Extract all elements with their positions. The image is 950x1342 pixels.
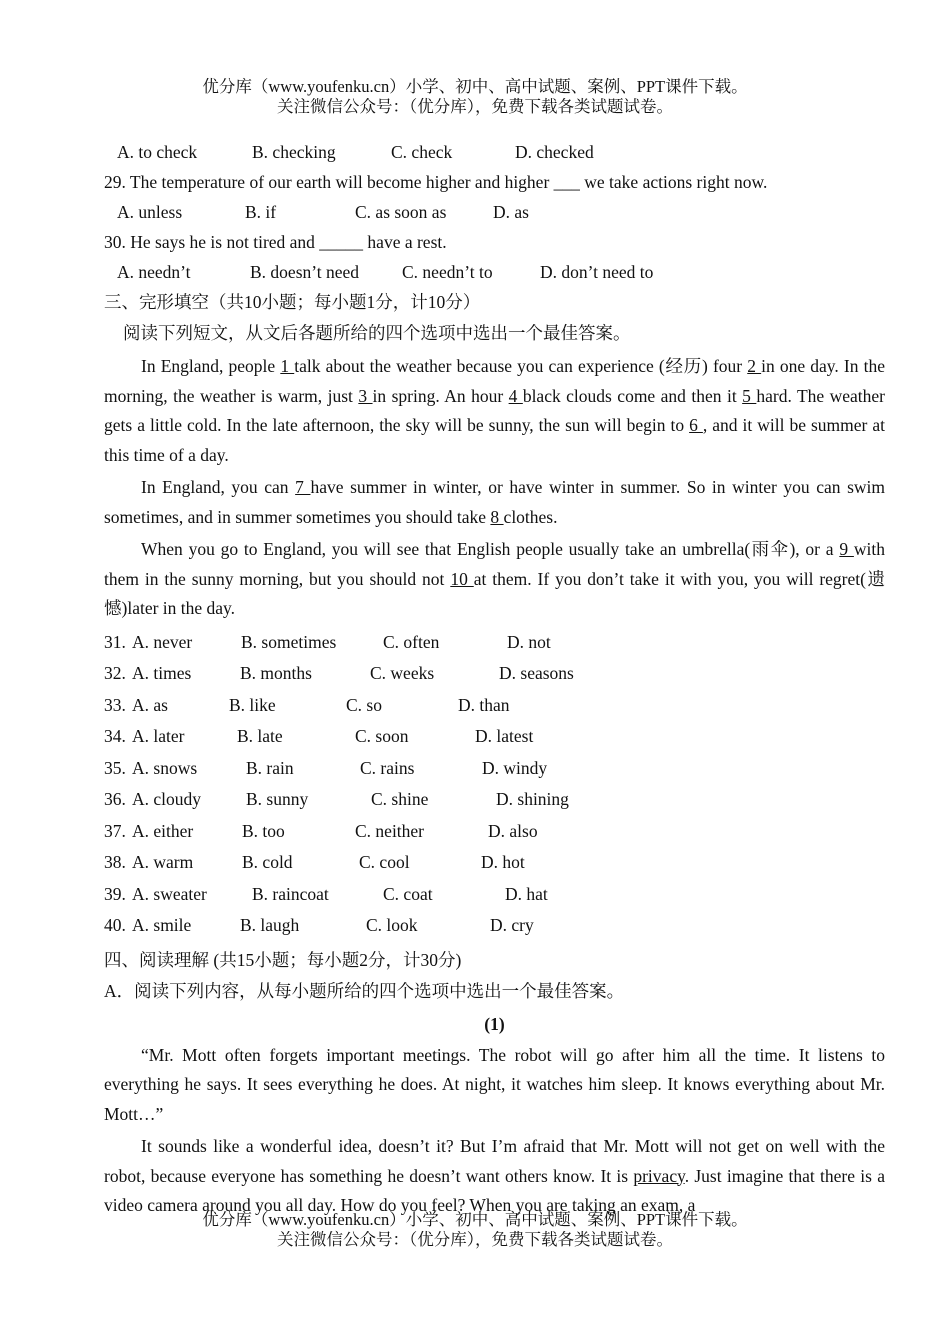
cloze-paragraph-2: In England, you can 7 have summer in winter, or have winter in summer. So in winter you can swim sometimes, and in summer sometimes you should take 8 clothes.: [104, 477, 886, 527]
option: D. seasons: [499, 663, 574, 683]
option: C. soon: [355, 726, 409, 746]
option: D. hat: [505, 883, 548, 904]
blank-2: 2: [747, 356, 762, 376]
cloze-question-39: [104, 879, 885, 911]
q30-stem: 30. He says he is not tired and _____ have a rest.: [104, 232, 447, 252]
blank-6: 6: [689, 415, 703, 435]
option: B. late: [237, 726, 283, 746]
option: A. times: [132, 663, 192, 683]
option: B. laugh: [240, 915, 300, 935]
section-4-title: 四、阅读理解: [104, 949, 209, 970]
option: A. as: [132, 694, 168, 715]
section-3-title: 三、完形填空: [104, 292, 209, 312]
cloze-question-35: [104, 753, 885, 785]
cloze-paragraph-1: In England, people 1 talk about the weather because you can experience (经历) four 2 in one day. In the morning, the weather is warm, just 3 in spring. An hour 4 black clouds come and then it 5 hard. The weather gets a little cold. In the late afternoon, the sky will be sunny, the sun will begin to 6 , and it will be summer at this time of a day.: [104, 356, 886, 465]
option: A. later: [132, 726, 185, 746]
question-number: 31.: [104, 631, 126, 652]
reading-paragraph-1: “Mr. Mott often forgets important meetings. The robot will go after him all the time. It listens to everything he says. It sees everything he does. At night, it watches him sleep. It knows everything about Mr. Mott…”: [104, 1044, 885, 1124]
reading-paragraph-2: It sounds like a wonderful idea, doesn’t it? But I’m afraid that Mr. Mott will not get on well with the robot, because everyone has something he doesn’t want others know. It is privacy. Just imagine that there is a video camera around you all day. How do you feel? When you are taking an exam, a: [104, 1136, 885, 1215]
option: C. often: [383, 631, 440, 652]
option: B. doesn’t need: [250, 262, 360, 282]
option: C. as soon as: [355, 202, 447, 222]
question-number: 36.: [104, 789, 126, 809]
blank-3: 3: [358, 385, 373, 406]
option: D. checked: [515, 142, 594, 162]
option: D. cry: [490, 915, 534, 935]
option: D. as: [493, 202, 529, 222]
option: A. needn’t: [117, 262, 191, 282]
option: D. windy: [482, 757, 548, 778]
option: C. check: [391, 142, 453, 162]
option: C. cool: [359, 852, 410, 872]
option: B. months: [240, 663, 312, 683]
option: D. don’t need to: [540, 262, 654, 282]
cloze-question-34: [104, 721, 885, 753]
page-header: [0, 77, 950, 117]
q28-options: [104, 137, 885, 167]
option: D. also: [488, 820, 538, 841]
question-number: 40.: [104, 915, 126, 935]
cloze-question-33: [104, 690, 885, 722]
passage-label: (1): [484, 1013, 505, 1034]
section-3-score: （共10小题；每小题1分，计10分）: [209, 292, 481, 312]
option: D. not: [507, 631, 551, 652]
cloze-question-31: [104, 627, 885, 659]
question-number: 33.: [104, 694, 126, 715]
option: A. to check: [117, 142, 198, 162]
question-number: 39.: [104, 883, 126, 904]
option: A. never: [132, 631, 193, 652]
cloze-question-37: [104, 816, 885, 848]
option: C. rains: [360, 757, 415, 778]
question-number: 32.: [104, 663, 126, 683]
option: C. look: [366, 915, 418, 935]
option: A. warm: [132, 852, 194, 872]
option: B. sunny: [246, 789, 309, 809]
cloze-question-40: [104, 910, 885, 942]
question-number: 37.: [104, 820, 126, 841]
option: B. too: [242, 820, 285, 841]
option: D. than: [458, 694, 510, 715]
blank-5: 5: [742, 385, 757, 406]
option: A. snows: [132, 757, 198, 778]
option: D. shining: [496, 789, 569, 809]
option: D. hot: [481, 852, 525, 872]
option: B. like: [229, 694, 276, 715]
option: A. either: [132, 820, 194, 841]
cloze-question-32: [104, 658, 885, 690]
option: B. cold: [242, 852, 293, 872]
section-3-instruction: 阅读下列短文，从文后各题所给的四个选项中选出一个最佳答案。: [123, 323, 631, 343]
option: B. checking: [252, 142, 336, 162]
underlined-word: privacy: [633, 1165, 685, 1186]
blank-10: 10: [450, 568, 474, 589]
question-number: 34.: [104, 726, 126, 746]
option: B. rain: [246, 757, 294, 778]
cloze-paragraph-3: When you go to England, you will see that English people usually take an umbrella(雨伞), or a 9 with them in the sunny morning, but you should not 10 at them. If you don’t take it with you, you will regret(遗憾)later in the day.: [104, 539, 886, 618]
cloze-question-38: [104, 847, 885, 879]
q29-options: [104, 197, 885, 227]
blank-7: 7: [295, 477, 311, 497]
footer-line-2: 关注微信公众号：（优分库），免费下载各类试题试卷。: [277, 1230, 673, 1249]
option: A. cloudy: [132, 789, 202, 809]
blank-9: 9: [839, 539, 854, 559]
option: A. smile: [132, 915, 192, 935]
footer-line-1: 优分库（www.youfenku.cn）小学、初中、高中试题、案例、PPT课件下载。: [202, 1210, 748, 1229]
option: D. latest: [475, 726, 534, 746]
blank-1: 1: [280, 356, 295, 376]
cloze-question-36: [104, 784, 885, 816]
page-footer: [0, 1210, 950, 1250]
section-4-score: (共15小题；每小题2分，计30分): [209, 949, 462, 970]
option: C. shine: [371, 789, 429, 809]
section-3-heading: [104, 287, 885, 318]
exam-content: [104, 137, 885, 1224]
header-line-1: 优分库（www.youfenku.cn）小学、初中、高中试题、案例、PPT课件下载。: [202, 77, 748, 96]
option: C. neither: [355, 820, 425, 841]
section-4-instruction: A．阅读下列内容，从每小题所给的四个选项中选出一个最佳答案。: [104, 980, 625, 1001]
question-number: 35.: [104, 757, 126, 778]
option: B. sometimes: [241, 631, 337, 652]
option: C. so: [346, 694, 382, 715]
option: A. unless: [117, 202, 183, 222]
blank-8: 8: [490, 506, 504, 527]
section-4-heading: [104, 945, 885, 976]
option: C. needn’t to: [402, 262, 493, 282]
option: C. coat: [383, 883, 433, 904]
q29-stem: 29. The temperature of our earth will become higher and higher ___ we take actions right now.: [104, 172, 768, 192]
blank-4: 4: [508, 385, 523, 406]
option: B. if: [245, 202, 277, 222]
option: B. raincoat: [252, 883, 329, 904]
option: C. weeks: [370, 663, 435, 683]
option: A. sweater: [132, 883, 207, 904]
question-number: 38.: [104, 852, 126, 872]
q30-options: [104, 257, 885, 287]
header-line-2: 关注微信公众号：（优分库），免费下载各类试题试卷。: [277, 97, 673, 116]
